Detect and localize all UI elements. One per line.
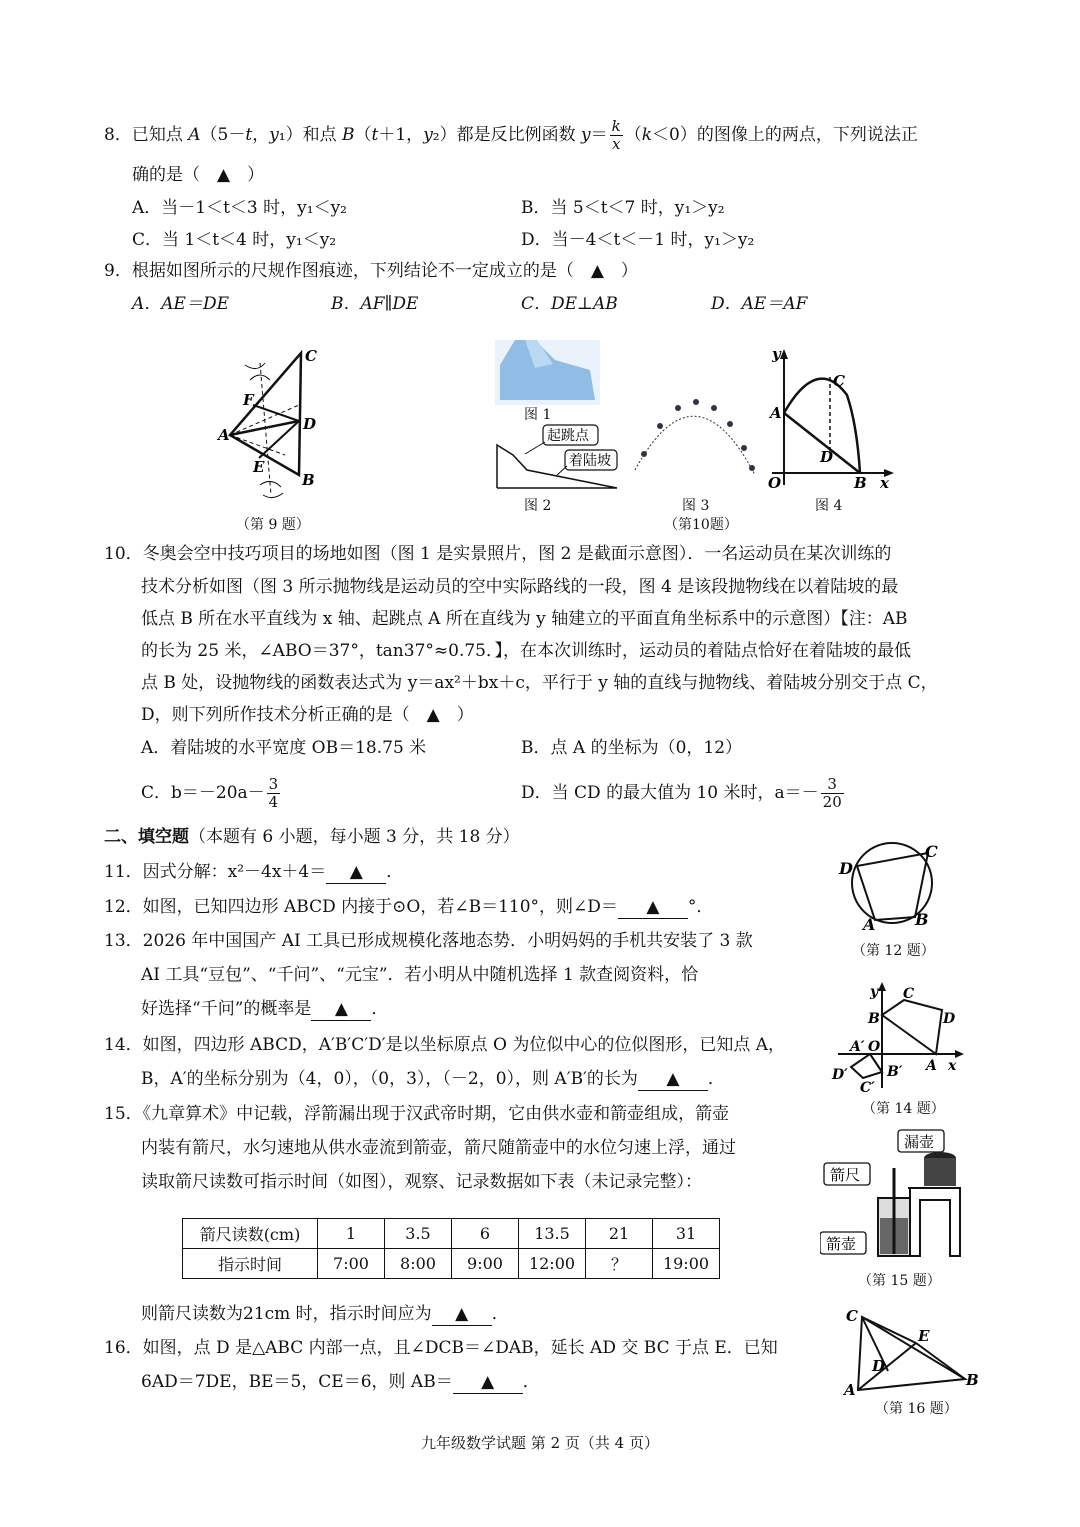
q13-line2: AI 工具“豆包”、“千问”、“元宝”．若小明从中随机选择 1 款查阅资料，恰 <box>141 965 699 985</box>
q10-fig4-label-x: x <box>880 474 889 492</box>
q11: 11．因式分解：x²－4x＋4＝ ▲ ． <box>104 862 404 882</box>
q10-line6: D，则下列所作技术分析正确的是（ ▲ ） <box>141 705 474 725</box>
q15-time-cell: 19:00 <box>653 1249 720 1279</box>
q10-figure4-graph <box>762 345 897 495</box>
q15-reading-cell: 21 <box>586 1219 653 1249</box>
q15-figure-clepsydra <box>820 1128 965 1268</box>
q14-label-c1: C′ <box>860 1080 875 1093</box>
q10-option-d: D．当 CD 的最大值为 10 米时，a＝－ $\frac{3}{20}$ <box>521 775 842 811</box>
q12-label-a: A <box>863 915 876 934</box>
q16-label-c: C <box>846 1307 858 1325</box>
q15-time-cell: 7:00 <box>318 1249 385 1279</box>
q10-fig3-label: 图 3 <box>682 498 710 514</box>
q15-label-jianhu: 箭壶 <box>826 1235 857 1253</box>
q9-option-b: B．AF∥DE <box>331 294 419 314</box>
q8-option-c: C．当 1＜t＜4 时，y₁＜y₂ <box>132 230 337 250</box>
q10-fig1-label: 图 1 <box>524 407 552 423</box>
q12-label-b: B <box>915 910 929 929</box>
q15-time-cell: ？ <box>586 1249 653 1279</box>
q15-time-cell: 8:00 <box>385 1249 452 1279</box>
q14-label-x: x <box>948 1058 957 1074</box>
q14-figure <box>830 978 965 1093</box>
q15-header-times: 指示时间 <box>183 1249 318 1279</box>
q8-option-a: A．当－1＜t＜3 时，y₁＜y₂ <box>132 198 347 218</box>
q9-option-d: D．AE＝AF <box>711 294 808 314</box>
q14-label-c: C <box>903 986 915 1002</box>
q10-fig4-label-y: y <box>772 345 781 363</box>
q14-answer-blank: ▲ <box>638 1068 708 1091</box>
q12-caption: （第 12 题） <box>852 943 935 959</box>
q14-caption: （第 14 题） <box>862 1101 945 1117</box>
q10-fig4-label: 图 4 <box>815 498 843 514</box>
q10-fig2-label: 图 2 <box>524 498 552 514</box>
q14-label-a: A <box>926 1058 937 1074</box>
q12-label-d: D <box>839 859 853 878</box>
q14-label-o: O <box>868 1039 881 1055</box>
q10-option-b: B．点 A 的坐标为（0，12） <box>521 738 743 758</box>
q10-fig4-label-a: A <box>770 404 782 422</box>
q10-bubble2-text: 着陆坡 <box>569 453 611 469</box>
q15-answer-blank: ▲ <box>432 1303 492 1326</box>
q8-option-b: B．当 5＜t＜7 时，y₁＞y₂ <box>521 198 725 218</box>
q15-data-table <box>182 1218 720 1279</box>
q14-label-d1: D′ <box>832 1067 848 1083</box>
q9-figure <box>215 345 325 505</box>
q10-figure1-photo <box>495 340 600 405</box>
q16-label-a: A <box>844 1381 856 1399</box>
q14-label-b: B <box>868 1011 880 1027</box>
q8-option-d: D．当－4＜t＜－1 时，y₁＞y₂ <box>521 230 755 250</box>
q15-reading-cell: 6 <box>452 1219 519 1249</box>
q10-fig4-label-c: C <box>833 372 845 390</box>
q14-label-y: y <box>870 984 879 1000</box>
q11-answer-blank: ▲ <box>326 861 386 884</box>
q10-fig4-label-d: D <box>820 448 834 466</box>
q9-label-a: A <box>218 426 230 444</box>
q10-bubble1-text: 起跳点 <box>547 428 589 444</box>
q14-line2: B，A′的坐标分别为（4，0），（0，3），（－2，0），则 A′B′的长为 ▲ ． <box>141 1069 725 1089</box>
q16-label-d: D <box>872 1357 886 1375</box>
q13-line3: 好选择“千问”的概率是 ▲ ． <box>141 999 389 1019</box>
q15-line3: 读取箭尺读数可指示时间（如图），观察、记录数据如下表（未记录完整）： <box>141 1172 702 1192</box>
q10-figure3-trajectory <box>630 390 760 480</box>
q15-line4: 则箭尺读数为21cm 时，指示时间应为 ▲ ． <box>141 1304 509 1324</box>
q15-reading-cell: 13.5 <box>519 1219 586 1249</box>
q9-label-f: F <box>243 391 254 409</box>
q10-option-a: A．着陆坡的水平宽度 OB＝18.75 米 <box>141 738 427 758</box>
q8-stem-line2: 确的是（ ▲ ） <box>132 165 265 185</box>
q8-stem-line1: 8．已知点 A（5－t，y₁）和点 B（t＋1，y₂）都是反比例函数 y＝ $\frac{k}{x}$ （k＜0）的图像上的两点，下列说法正 <box>104 117 918 153</box>
q16-caption: （第 16 题） <box>875 1401 958 1417</box>
q9-stem: 9．根据如图所示的尺规作图痕迹，下列结论不一定成立的是（ ▲ ） <box>104 261 638 281</box>
q15-label-lou: 漏壶 <box>904 1133 935 1151</box>
q10-line3: 低点 B 所在水平直线为 x 轴、起跳点 A 所在直线为 y 轴建立的平面直角坐标系中的示意图）【注：AB <box>141 609 908 629</box>
q14-label-a1: A′ <box>850 1039 865 1055</box>
q15-reading-cell: 3.5 <box>385 1219 452 1249</box>
q13-line1: 13．2026 年中国国产 AI 工具已形成规模化落地态势．小明妈妈的手机共安装了 3 款 <box>104 931 753 951</box>
q15-reading-cell: 1 <box>318 1219 385 1249</box>
q15-line1: 15．《九章算术》中记载，浮箭漏出现于汉武帝时期，它由供水壶和箭壶组成，箭壶 <box>104 1104 730 1124</box>
q14-label-b1: B′ <box>887 1064 903 1080</box>
q10-line1: 10．冬奥会空中技巧项目的场地如图（图 1 是实景照片，图 2 是截面示意图）．一名运动员在某次训练的 <box>104 544 892 564</box>
q16-label-e: E <box>918 1327 930 1345</box>
q9-label-b: B <box>302 471 315 489</box>
q15-time-cell: 12:00 <box>519 1249 586 1279</box>
q16-answer-blank: ▲ <box>453 1371 523 1394</box>
q10-figure2-diagram <box>495 420 620 490</box>
page-footer: 九年级数学试题 第 2 页（共 4 页） <box>421 1434 659 1452</box>
q9-label-d: D <box>303 415 317 433</box>
q16-line2: 6AD＝7DE，BE＝5，CE＝6，则 AB＝ ▲ ． <box>141 1372 540 1392</box>
q9-option-a: A．AE＝DE <box>132 294 230 314</box>
q15-label-jianchi: 箭尺 <box>830 1166 861 1184</box>
q10-fig4-label-b: B <box>854 474 867 492</box>
q12-figure <box>835 838 945 938</box>
q9-label-e: E <box>253 458 265 476</box>
q10-line2: 技术分析如图（图 3 所示抛物线是运动员的空中实际路线的一段，图 4 是该段抛物线在以着陆坡的最 <box>141 577 899 597</box>
q16-label-b: B <box>966 1371 979 1389</box>
q15-time-cell: 9:00 <box>452 1249 519 1279</box>
q8-fraction: $\frac{k}{x}$ <box>611 117 621 153</box>
q14-label-d: D <box>943 1011 956 1027</box>
q16-figure <box>840 1305 980 1400</box>
q10-fig4-label-o: O <box>768 474 782 492</box>
q15-header-readings: 箭尺读数(cm) <box>183 1219 318 1249</box>
q12-label-c: C <box>925 842 938 861</box>
q15-reading-cell: 31 <box>653 1219 720 1249</box>
q15-caption: （第 15 题） <box>858 1273 941 1289</box>
q10-caption: （第10题） <box>664 517 738 533</box>
q9-caption: （第 9 题） <box>236 517 310 533</box>
q12: 12．如图，已知四边形 ABCD 内接于⊙O，若∠B＝110°，则∠D＝ ▲ °． <box>104 897 714 917</box>
q15-row-readings <box>183 1219 720 1249</box>
q9-option-c: C．DE⊥AB <box>521 294 618 314</box>
q14-line1: 14．如图，四边形 ABCD，A′B′C′D′是以坐标原点 O 为位似中心的位似图形，已知点 A， <box>104 1035 786 1055</box>
q15-line2: 内装有箭尺，水匀速地从供水壶流到箭壶，箭尺随箭壶中的水位匀速上浮，通过 <box>141 1138 736 1158</box>
q10-line5: 点 B 处，设抛物线的函数表达式为 y＝ax²＋bx＋c，平行于 y 轴的直线与抛物线、着陆坡分别交于点 C， <box>141 673 938 693</box>
q16-line1: 16．如图，点 D 是△ABC 内部一点，且∠DCB＝∠DAB，延长 AD 交 BC 于点 E．已知 <box>104 1338 778 1358</box>
q15-row-times <box>183 1249 720 1279</box>
q12-answer-blank: ▲ <box>618 896 688 919</box>
q9-label-c: C <box>305 347 317 365</box>
q13-answer-blank: ▲ <box>311 998 371 1021</box>
q10-line4: 的长为 25 米，∠ABO＝37°，tan37°≈0.75．】，在本次训练时，运动员的着陆点恰好在着陆坡的最低 <box>141 641 911 661</box>
section2-heading: 二、填空题（本题有 6 小题，每小题 3 分，共 18 分） <box>104 827 520 847</box>
q10-option-c: C．b＝－20a－ $\frac{3}{4}$ <box>141 775 279 811</box>
